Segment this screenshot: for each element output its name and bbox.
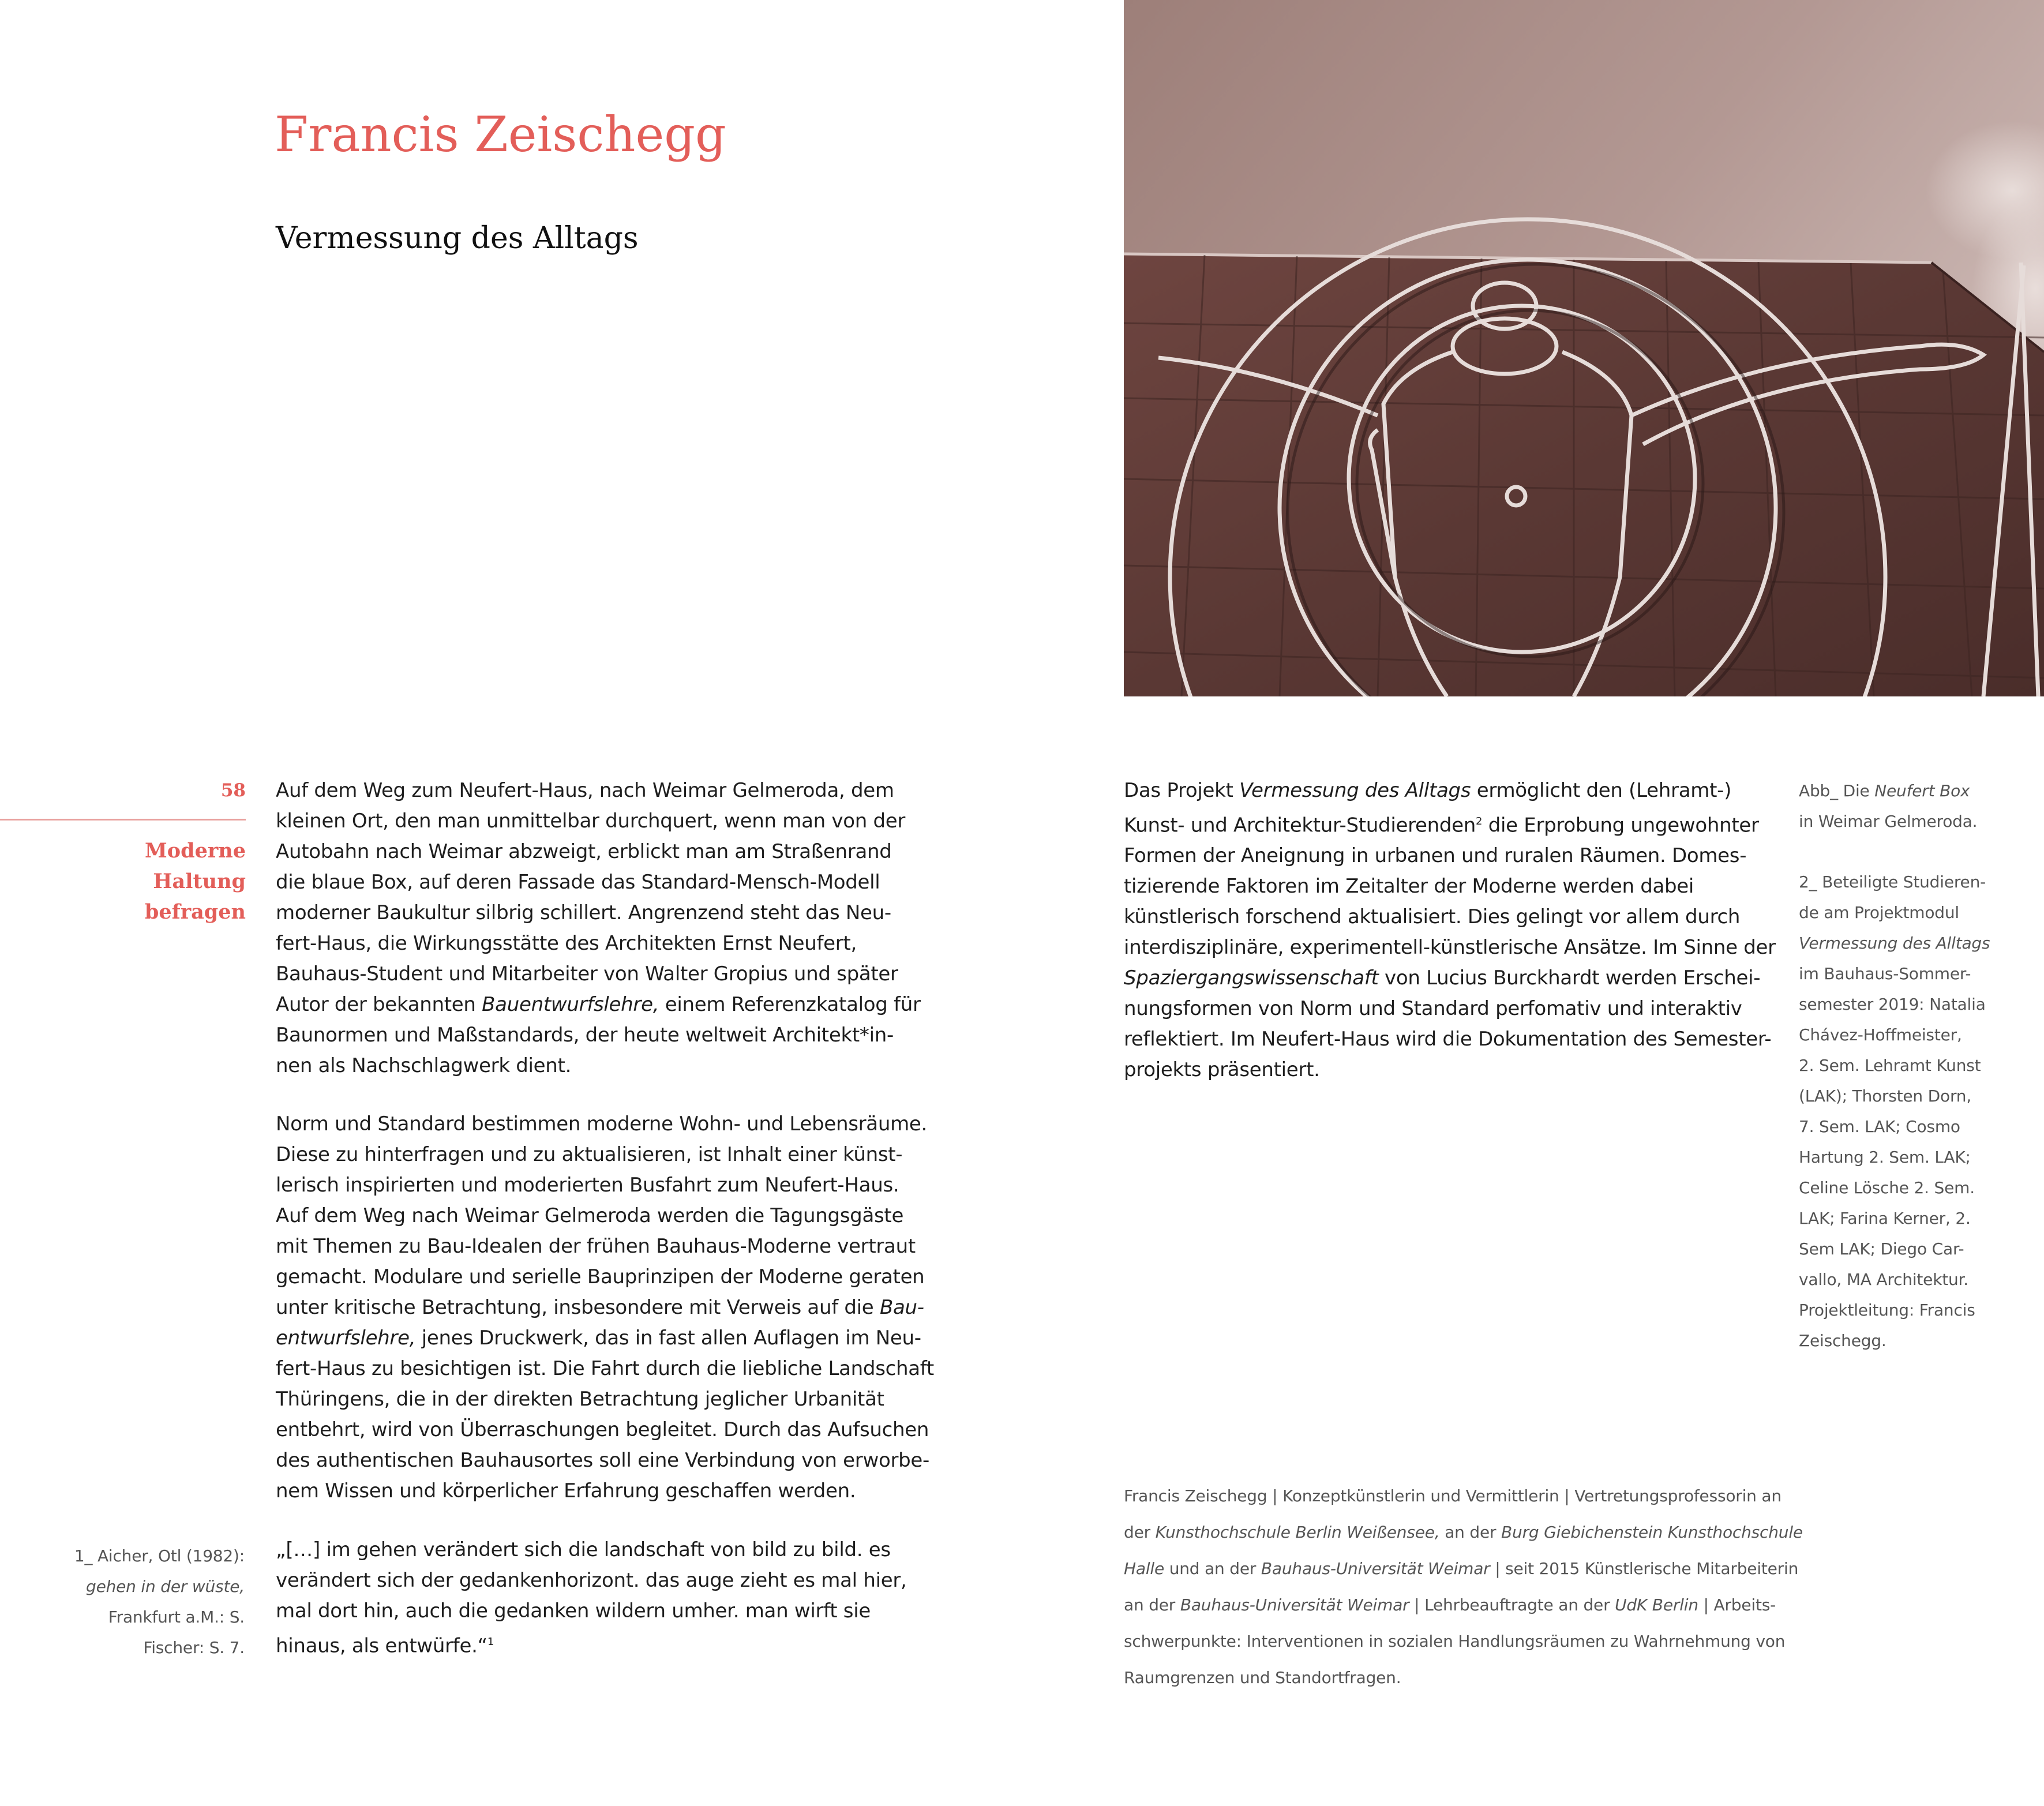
text-line: Hartung 2. Sem. LAK; <box>1799 1148 1971 1167</box>
text-line: Autobahn nach Weimar abzweigt, erblickt man am Straßenrand <box>276 840 892 863</box>
text-line: fert-Haus zu besichtigen ist. Die Fahrt durch die liebliche Landschaft <box>276 1357 934 1380</box>
text-line: moderner Baukultur silbrig schillert. Angrenzend steht das Neu- <box>276 901 891 924</box>
text-line: mit Themen zu Bau-Idealen der frühen Bauhaus-Moderne vertraut <box>276 1235 916 1258</box>
section-title-line: Moderne <box>145 839 246 863</box>
margin-rule <box>0 819 246 820</box>
text-line: Vermessung des Alltags <box>1799 934 1990 953</box>
text-line: die blaue Box, auf deren Fassade das Standard-Mensch-Modell <box>276 871 880 894</box>
text-line: Fischer: S. 7. <box>143 1638 245 1657</box>
body-paragraph-right <box>1124 775 1776 1085</box>
footnote-1 <box>69 1541 245 1663</box>
text-line: nem Wissen und körperlicher Erfahrung geschaffen werden. <box>276 1479 856 1502</box>
section-title <box>115 835 246 927</box>
text-line: lerisch inspirierten und moderierten Busfahrt zum Neufert-Haus. <box>276 1174 899 1197</box>
text-line: gemacht. Modulare und serielle Bauprinzipen der Moderne geraten <box>276 1265 925 1288</box>
text-line: Chávez-Hoffmeister, <box>1799 1025 1962 1044</box>
text-line: Norm und Standard bestimmen moderne Wohn- und Lebensräume. <box>276 1112 928 1136</box>
text-line: in Weimar Gelmeroda. <box>1799 812 1978 831</box>
body-paragraph-2 <box>276 1109 934 1507</box>
text-line: Autor der bekannten Bauentwurfslehre, einem Referenzkatalog für <box>276 993 921 1016</box>
text-line: unter kritische Betrachtung, insbesondere mit Verweis auf die Bau- <box>276 1296 924 1319</box>
text-line: Francis Zeischegg | Konzeptkünstlerin und Vermittlerin | Vertretungsprofessorin an <box>1124 1486 1782 1505</box>
text-line: des authentischen Bauhausortes soll eine Verbindung von erworbe- <box>276 1449 930 1472</box>
text-line: LAK; Farina Kerner, 2. <box>1799 1209 1971 1228</box>
text-line: reflektiert. Im Neufert-Haus wird die Dokumentation des Semester- <box>1124 1028 1772 1051</box>
text-line: entbehrt, wird von Überraschungen begleitet. Durch das Aufsuchen <box>276 1418 929 1441</box>
text-line: der Kunsthochschule Berlin Weißensee, an der Burg Giebichenstein Kunsthochschule <box>1124 1523 1803 1542</box>
text-line: Raumgrenzen und Standortfragen. <box>1124 1668 1401 1687</box>
text-line: Baunormen und Maßstandards, der heute weltweit Architekt*in- <box>276 1024 894 1047</box>
text-line: schwerpunkte: Interventionen in sozialen Handlungsräumen zu Wahrnehmung von <box>1124 1632 1786 1651</box>
text-line: mal dort hin, auch die gedanken wildern umher. man wirft sie <box>276 1599 871 1623</box>
author-bio <box>1124 1478 1803 1696</box>
text-line: Projektleitung: Francis <box>1799 1301 1975 1320</box>
footnote-ref: 1 <box>487 1636 494 1648</box>
text-line: de am Projektmodul <box>1799 903 1959 922</box>
text-line: entwurfslehre, jenes Druckwerk, das in fast allen Auflagen im Neu- <box>276 1327 921 1350</box>
text-line: verändert sich der gedankenhorizont. das auge zieht es mal hier, <box>276 1569 907 1592</box>
text-line: Diese zu hinterfragen und zu aktualisieren, ist Inhalt einer künst- <box>276 1143 903 1166</box>
text-line: Frankfurt a.M.: S. <box>108 1608 245 1627</box>
text-line: Auf dem Weg zum Neufert-Haus, nach Weimar Gelmeroda, dem <box>276 779 894 802</box>
text-line: „[…] im gehen verändert sich die landschaft von bild zu bild. es <box>276 1538 891 1561</box>
text-line: kleinen Ort, den man unmittelbar durchquert, wenn man von der <box>276 810 906 833</box>
quote <box>276 1535 907 1661</box>
text-line: interdisziplinäre, experimentell-künstlerische Ansätze. Im Sinne der <box>1124 936 1776 960</box>
text-line: tizierende Faktoren im Zeitalter der Moderne werden dabei <box>1124 875 1694 898</box>
text-line: Bauhaus-Student und Mitarbeiter von Walter Gropius und später <box>276 962 898 986</box>
text-line: Spaziergangswissenschaft von Lucius Burckhardt werden Erschei- <box>1124 966 1761 990</box>
text-line: 2. Sem. Lehramt Kunst <box>1799 1056 1981 1075</box>
text-line: an der Bauhaus-Universität Weimar | Lehrbeauftragte an der UdK Berlin | Arbeits- <box>1124 1595 1776 1614</box>
text-line: im Bauhaus-Sommer- <box>1799 964 1971 983</box>
text-line: Halle und an der Bauhaus-Universität Weimar | seit 2015 Künstlerische Mitarbeiterin <box>1124 1559 1799 1578</box>
text-line: Auf dem Weg nach Weimar Gelmeroda werden die Tagungsgäste <box>276 1204 904 1227</box>
text-line: (LAK); Thorsten Dorn, <box>1799 1086 1972 1106</box>
text-line: Celine Lösche 2. Sem. <box>1799 1178 1975 1197</box>
body-paragraph-1 <box>276 775 921 1081</box>
text-line: Das Projekt Vermessung des Alltags ermöglicht den (Lehramt-) <box>1124 779 1732 802</box>
text-line: 7. Sem. LAK; Cosmo <box>1799 1117 1960 1136</box>
text-line: künstlerisch forschend aktualisiert. Dies gelingt vor allem durch <box>1124 905 1741 929</box>
text-line: nen als Nachschlagwerk dient. <box>276 1054 572 1077</box>
text-line: vallo, MA Architektur. <box>1799 1270 1968 1289</box>
text-line: semester 2019: Natalia <box>1799 995 1986 1014</box>
text-line: Sem LAK; Diego Car- <box>1799 1239 1964 1258</box>
text-line: hinaus, als entwürfe.“$^1$ <box>276 1634 494 1658</box>
text-line: Kunst- und Architektur-Studierenden$^2$ die Erprobung ungewohnter <box>1124 814 1759 837</box>
footnote-2 <box>1799 867 1990 1356</box>
text-line: Formen der Aneignung in urbanen und ruralen Räumen. Domes- <box>1124 844 1747 868</box>
page-title: Francis Zeischegg <box>275 106 726 163</box>
section-title-line: befragen <box>144 900 246 924</box>
text-line: Thüringens, die in der direkten Betrachtung jeglicher Urbanität <box>276 1388 884 1411</box>
text-line: gehen in der wüste, <box>86 1577 245 1596</box>
article-subtitle: Vermessung des Alltags <box>276 221 639 256</box>
text-line: 1_ Aicher, Otl (1982): <box>74 1546 245 1565</box>
image-caption <box>1799 775 1977 837</box>
page-number: 58 <box>220 780 246 801</box>
text-line: nungsformen von Norm und Standard perfomativ und interaktiv <box>1124 997 1742 1021</box>
section-title-line: Haltung <box>153 870 246 893</box>
text-line: projekts präsentiert. <box>1124 1058 1320 1082</box>
text-line: Zeischegg. <box>1799 1331 1887 1350</box>
text-line: Abb_ Die Neufert Box <box>1799 781 1970 800</box>
footnote-ref: 2 <box>1476 815 1483 827</box>
text-line: fert-Haus, die Wirkungsstätte des Architekten Ernst Neufert, <box>276 932 857 955</box>
text-line: 2_ Beteiligte Studieren- <box>1799 872 1986 891</box>
neufert-box-photo <box>1124 0 2044 696</box>
